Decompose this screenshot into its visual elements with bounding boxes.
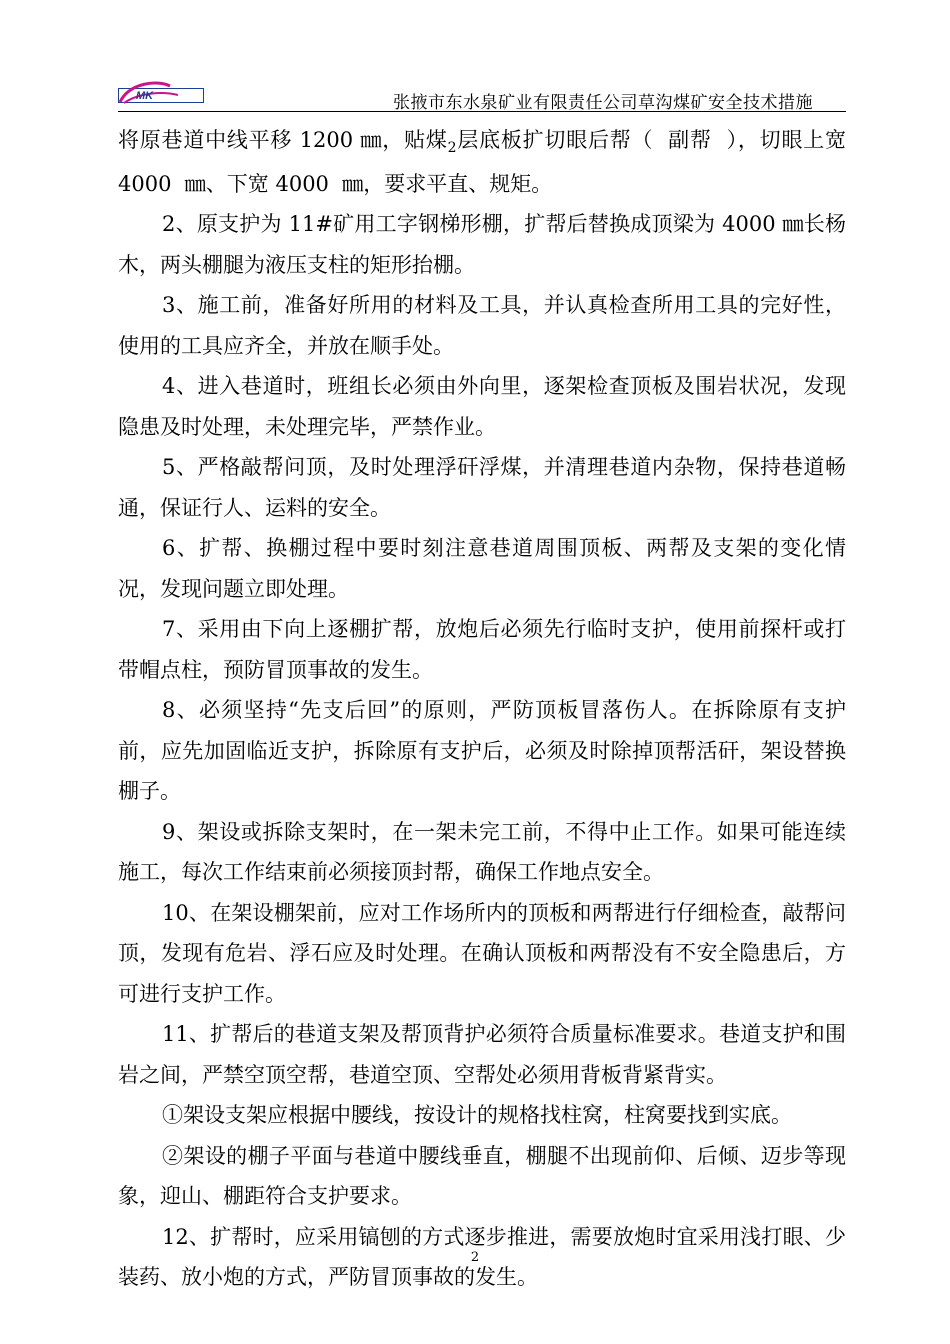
paragraph-text-before: 将原巷道中线平移 1200 ㎜，贴煤 <box>118 128 448 152</box>
company-logo <box>118 80 204 108</box>
logo-graphic <box>118 80 204 108</box>
paragraph-item-12: 12、扩帮时，应采用镐刨的方式逐步推进，需要放炮时宜采用浅打眼、少装药、放小炮的方式，严防冒顶事故的发生。 <box>118 1224 846 1289</box>
page-number: 2 <box>470 1250 480 1265</box>
paragraph-item-7: 7、采用由下向上逐棚扩帮，放炮后必须先行临时支护，使用前探杆或打带帽点柱，预防冒顶事故的发生。 <box>118 617 846 682</box>
paragraph-item-11: 11、扩帮后的巷道支架及帮顶背护必须符合质量标准要求。巷道支护和围岩之间，严禁空顶空帮，巷道空顶、空帮处必须用背板背紧背实。 <box>118 1022 846 1087</box>
header-divider <box>118 111 846 112</box>
svg-text:MK: MK <box>136 90 154 102</box>
paragraph-subitem-2: ②架设的棚子平面与巷道中腰线垂直，棚腿不出现前仰、后倾、迈步等现象，迎山、棚距符合支护要求。 <box>118 1143 846 1208</box>
paragraph-item-6: 6、扩帮、换棚过程中要时刻注意巷道周围顶板、两帮及支架的变化情况，发现问题立即处理。 <box>118 536 846 601</box>
paragraph-text-after: 层底板扩切眼后帮（ 副帮 ），切眼上宽 4000 ㎜、下宽 4000 ㎜，要求平直、规矩。 <box>118 128 853 196</box>
header-title: 张掖市东水泉矿业有限责任公司草沟煤矿安全技术措施 <box>393 93 813 113</box>
paragraph-subitem-1: ①架设支架应根据中腰线，按设计的规格找柱窝，柱窝要找到实底。 <box>162 1103 792 1127</box>
document-body <box>118 120 853 1298</box>
paragraph-item-2: 2、原支护为 11#矿用工字钢梯形棚，扩帮后替换成顶梁为 4000 ㎜长杨木，两头棚腿为液压支柱的矩形抬棚。 <box>118 212 846 277</box>
paragraph-item-5: 5、严格敲帮问顶，及时处理浮矸浮煤，并清理巷道内杂物，保持巷道畅通，保证行人、运料的安全。 <box>118 455 846 520</box>
paragraph-item-3: 3、施工前，准备好所用的材料及工具，并认真检查所用工具的完好性，使用的工具应齐全，并放在顺手处。 <box>118 293 846 358</box>
paragraph-continuation <box>118 120 853 204</box>
subscript-number: 2 <box>447 140 457 156</box>
paragraph-item-9: 9、架设或拆除支架时，在一架未完工前，不得中止工作。如果可能连续施工，每次工作结束前必须接顶封帮，确保工作地点安全。 <box>118 819 846 884</box>
paragraph-item-8: 8、必须坚持“先支后回”的原则，严防顶板冒落伤人。在拆除原有支护前，应先加固临近支护，拆除原有支护后，必须及时除掉顶帮活矸，架设替换棚子。 <box>118 698 846 803</box>
paragraph-item-4: 4、进入巷道时，班组长必须由外向里，逐架检查顶板及围岩状况，发现隐患及时处理，未处理完毕，严禁作业。 <box>118 374 846 439</box>
paragraph-item-10: 10、在架设棚架前，应对工作场所内的顶板和两帮进行仔细检查，敲帮问顶，发现有危岩、浮石应及时处理。在确认顶板和两帮没有不安全隐患后，方可进行支护工作。 <box>118 900 846 1006</box>
